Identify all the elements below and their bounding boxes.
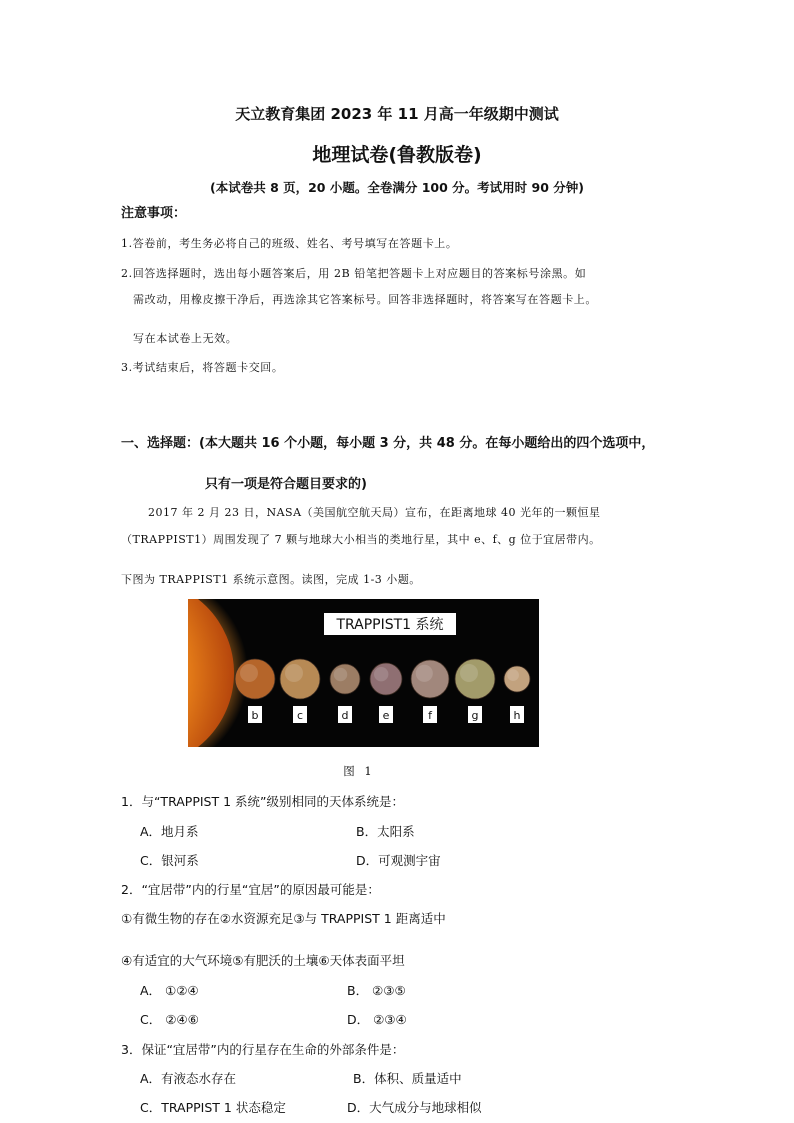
q2-option-a: A． ①②④	[140, 983, 199, 998]
q1-option-b: B．太阳系	[356, 824, 415, 839]
planet-label-g: g	[471, 709, 479, 722]
trappist1-figure	[188, 599, 539, 747]
notice-item: 写在本试卷上无效。	[133, 332, 238, 345]
figure-title: TRAPPIST1 系统	[336, 617, 444, 633]
planet-highlight	[416, 665, 433, 682]
planet-label-h: h	[513, 709, 521, 722]
q3-option-d: D．大气成分与地球相似	[347, 1100, 482, 1115]
notice-item: 需改动，用橡皮擦干净后，再选涂其它答案标号。回答非选择题时，将答案写在答题卡上。	[133, 293, 597, 306]
question-2-line2: ④有适宜的大气环境⑤有肥沃的土壤⑥天体表面平坦	[121, 953, 405, 968]
planet-highlight	[460, 664, 478, 682]
planet-label-d: d	[341, 709, 349, 722]
planet-highlight	[334, 668, 348, 682]
notice-item: 3.考试结束后，将答题卡交回。	[121, 361, 284, 374]
q3-option-a: A．有液态水存在	[140, 1071, 237, 1086]
q2-option-b: B． ②③⑤	[347, 983, 406, 998]
planet-highlight	[285, 664, 303, 682]
passage-line: 下图为 TRAPPIST1 系统示意图。读图，完成 1-3 小题。	[121, 573, 421, 586]
planet-label-c: c	[296, 709, 304, 722]
passage-line: 2017 年 2 月 23 日，NASA（美国航空航天局）宣布，在距离地球 40 光年的一颗恒星	[148, 506, 601, 519]
planet-label-b: b	[251, 709, 259, 722]
question-2-line1: ①有微生物的存在②水资源充足③与 TRAPPIST 1 距离适中	[121, 911, 446, 926]
q3-option-b: B．体积、质量适中	[353, 1071, 462, 1086]
planet-highlight	[507, 669, 519, 681]
q1-option-a: A．地月系	[140, 824, 199, 839]
notice-title: 注意事项：	[121, 206, 187, 221]
notice-item: 2.回答选择题时，选出每小题答案后，用 2B 铅笔把答题卡上对应题目的答案标号涂黑。如	[121, 267, 587, 280]
exam-info: (本试卷共 8 页，20 小题。全卷满分 100 分。考试用时 90 分钟)	[210, 180, 584, 195]
exam-title: 天立教育集团 2023 年 11 月高一年级期中测试	[235, 105, 559, 123]
planet-label-f: f	[428, 709, 432, 722]
passage-line: （TRAPPIST1）周围发现了 7 颗与地球大小相当的类地行星，其中 e、f、g 位于宜居带内。	[121, 533, 601, 546]
q2-option-d: D． ②③④	[347, 1012, 407, 1027]
q1-option-c: C．银河系	[140, 853, 199, 868]
section-heading: 一、选择题：(本大题共 16 个小题，每小题 3 分，共 48 分。在每小题给出的四个选项中，	[121, 436, 655, 451]
q2-option-c: C． ②④⑥	[140, 1012, 199, 1027]
question-3-stem: 3．保证“宜居带”内的行星存在生命的外部条件是：	[121, 1042, 405, 1057]
question-2-stem: 2．“宜居带”内的行星“宜居”的原因最可能是：	[121, 882, 380, 897]
planet-label-e: e	[382, 709, 390, 722]
notice-item: 1.答卷前，考生务必将自己的班级、姓名、考号填写在答题卡上。	[121, 237, 458, 250]
figure-caption: 图 1	[343, 764, 375, 778]
subject-title: 地理试卷(鲁教版卷)	[312, 144, 482, 166]
question-1-stem: 1．与“TRAPPIST 1 系统”级别相同的天体系统是：	[121, 794, 405, 809]
planet-highlight	[374, 667, 388, 681]
section-heading-cont: 只有一项是符合题目要求的)	[205, 477, 367, 492]
planet-highlight	[240, 664, 258, 682]
q3-option-c: C．TRAPPIST 1 状态稳定	[140, 1100, 286, 1115]
q1-option-d: D．可观测宇宙	[356, 853, 441, 868]
